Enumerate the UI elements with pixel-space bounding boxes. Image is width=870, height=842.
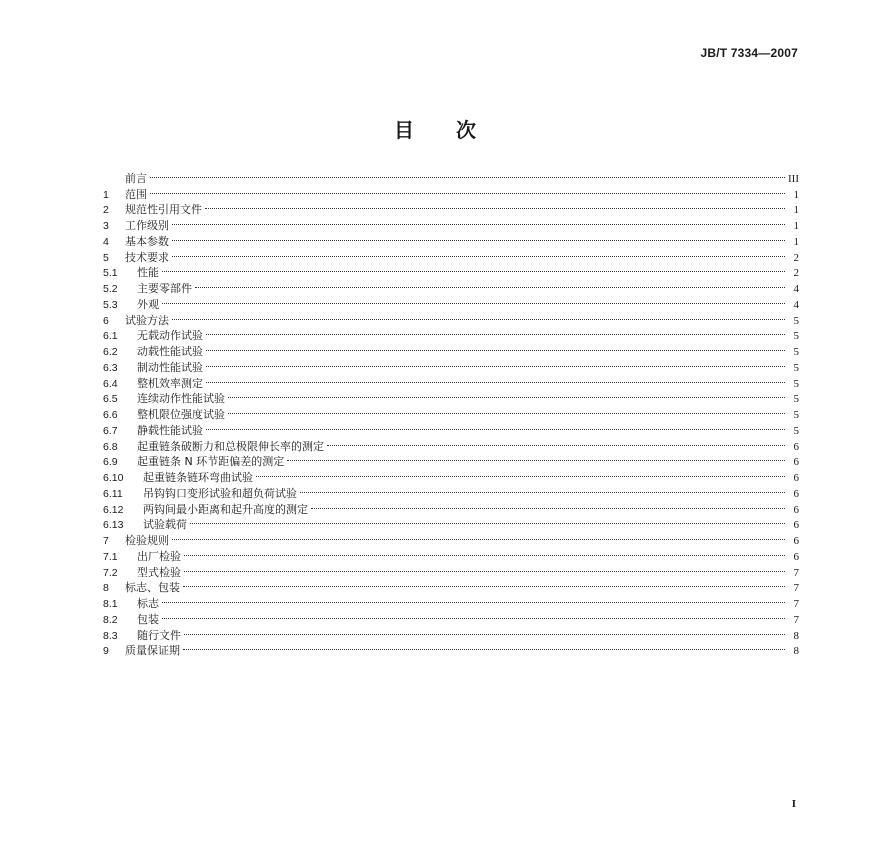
toc-entry-number: 5 — [103, 251, 109, 264]
toc-entry[interactable] — [103, 607, 799, 626]
toc-leader-dots — [326, 434, 787, 450]
toc-entry-page: 5 — [793, 314, 799, 327]
toc-entry[interactable] — [103, 324, 799, 343]
toc-entry-label: 前言 — [125, 171, 147, 185]
toc-entry[interactable] — [103, 229, 799, 248]
toc-leader-dots — [205, 339, 787, 355]
toc-entry[interactable] — [103, 576, 799, 595]
toc-entry-page: 5 — [793, 377, 799, 390]
toc-entry-number: 6.2 — [103, 346, 118, 358]
toc-entry-label: 试验方法 — [125, 313, 169, 327]
toc-leader-dots — [255, 465, 787, 481]
toc-entry-page: 4 — [793, 283, 799, 295]
toc-entry-number: 7 — [103, 535, 109, 547]
toc-entry-page: 5 — [793, 330, 799, 343]
toc-leader-dots — [299, 481, 787, 497]
toc-entry-page: 6 — [793, 487, 799, 500]
toc-entry[interactable] — [103, 292, 799, 311]
toc-entry-label: 规范性引用文件 — [125, 203, 202, 217]
toc-entry-number: 6 — [103, 314, 109, 327]
toc-entry-number: 8.3 — [103, 629, 118, 642]
toc-entry-label: 起重链条链环弯曲试验 — [143, 471, 253, 484]
toc-entry-number: 6.4 — [103, 377, 118, 390]
toc-entry-number: 5.1 — [103, 267, 118, 280]
toc-entry-page: 1 — [793, 188, 799, 201]
toc-entry-label: 制动性能试验 — [137, 360, 203, 374]
toc-entry-label: 主要零部件 — [137, 282, 192, 295]
toc-leader-dots — [161, 607, 787, 623]
toc-entry-page: 2 — [793, 251, 799, 264]
toc-entry-number: 6.3 — [103, 361, 118, 374]
toc-entry[interactable] — [103, 387, 799, 406]
toc-entry-number: 4 — [103, 235, 109, 248]
toc-leader-dots — [205, 418, 787, 434]
toc-leader-dots — [205, 355, 787, 371]
toc-entry[interactable] — [103, 308, 799, 327]
toc-leader-dots — [310, 497, 787, 513]
toc-entry-page: 6 — [793, 519, 799, 532]
toc-entry-number: 5.2 — [103, 283, 118, 295]
toc-leader-dots — [227, 387, 787, 403]
toc-entry-label: 工作级别 — [125, 219, 169, 232]
toc-leader-dots — [189, 513, 787, 529]
toc-entry-number: 7.2 — [103, 566, 118, 579]
toc-entry-label: 出厂检验 — [137, 549, 181, 563]
toc-leader-dots — [204, 198, 787, 214]
toc-entry[interactable] — [103, 245, 799, 264]
toc-entry[interactable] — [103, 544, 799, 563]
toc-entry[interactable] — [103, 355, 799, 374]
toc-entry-label: 随行文件 — [137, 628, 181, 642]
toc-entry-number: 6.5 — [103, 393, 118, 406]
toc-entry-number: 6.1 — [103, 330, 118, 343]
toc-entry-page: 6 — [793, 535, 799, 547]
toc-entry[interactable] — [103, 339, 799, 358]
toc-entry-label: 标志、包装 — [125, 581, 180, 595]
toc-entry-label: 基本参数 — [125, 234, 169, 248]
toc-entry-page: 6 — [793, 503, 799, 516]
toc-entry-label: 起重链条破断力和总极限伸长率的测定 — [137, 439, 324, 453]
toc-entry[interactable] — [103, 166, 799, 185]
toc-entry-label: 静载性能试验 — [137, 423, 203, 437]
table-of-contents — [103, 166, 799, 658]
toc-entry-label: 连续动作性能试验 — [137, 392, 225, 406]
toc-entry-label: 无载动作试验 — [137, 329, 203, 343]
toc-entry-label: 包装 — [137, 612, 159, 626]
toc-entry-label: 外观 — [137, 297, 159, 311]
toc-entry[interactable] — [103, 528, 799, 547]
toc-leader-dots — [286, 450, 787, 466]
toc-entry-label: 型式检验 — [137, 565, 181, 579]
toc-entry[interactable] — [103, 182, 799, 201]
toc-entry-page: III — [788, 172, 799, 185]
toc-entry[interactable] — [103, 261, 799, 280]
toc-entry[interactable] — [103, 198, 799, 217]
toc-leader-dots — [182, 576, 787, 592]
page-title: 目次 — [394, 118, 518, 142]
toc-entry[interactable] — [103, 418, 799, 437]
toc-entry-label: 起重链条 N 环节距偏差的测定 — [137, 455, 285, 469]
toc-leader-dots — [161, 292, 787, 308]
toc-leader-dots — [194, 276, 787, 292]
toc-entry[interactable] — [103, 434, 799, 453]
toc-leader-dots — [183, 560, 787, 576]
toc-entry-page: 6 — [793, 550, 799, 563]
toc-entry-page: 8 — [793, 645, 799, 658]
toc-entry-page: 1 — [793, 220, 799, 232]
toc-entry-label: 吊钩钩口变形试验和超负荷试验 — [143, 486, 297, 500]
toc-leader-dots — [149, 182, 787, 198]
toc-entry[interactable] — [103, 591, 799, 610]
toc-entry-page: 8 — [793, 629, 799, 642]
toc-entry[interactable] — [103, 560, 799, 579]
toc-entry-number: 8.1 — [103, 598, 118, 610]
toc-entry-label: 技术要求 — [125, 250, 169, 264]
toc-entry[interactable] — [103, 213, 799, 232]
toc-entry-page: 2 — [793, 267, 799, 280]
toc-entry-number: 6.9 — [103, 456, 118, 469]
toc-entry-number: 6.13 — [103, 519, 124, 532]
toc-entry[interactable] — [103, 513, 799, 532]
toc-entry-number: 6.12 — [103, 503, 124, 516]
toc-entry[interactable] — [103, 623, 799, 642]
toc-entry-page: 6 — [793, 456, 799, 469]
toc-entry-page: 5 — [793, 424, 799, 437]
toc-entry-page: 5 — [793, 346, 799, 358]
toc-entry-label: 检验规则 — [125, 534, 169, 547]
toc-entry-page: 7 — [793, 613, 799, 626]
toc-entry-number: 6.7 — [103, 424, 118, 437]
toc-leader-dots — [171, 308, 787, 324]
toc-leader-dots — [183, 623, 787, 639]
toc-entry-number: 5.3 — [103, 298, 118, 311]
toc-entry-number: 8 — [103, 582, 109, 595]
toc-leader-dots — [161, 261, 787, 277]
toc-entry-number: 3 — [103, 220, 109, 232]
toc-leader-dots — [205, 371, 787, 387]
toc-entry-number: 6.8 — [103, 440, 118, 453]
toc-entry-label: 质量保证期 — [125, 644, 180, 658]
toc-entry-number: 2 — [103, 204, 109, 217]
toc-entry-label: 范围 — [125, 187, 147, 201]
toc-entry-page: 7 — [793, 566, 799, 579]
toc-entry-number: 7.1 — [103, 550, 118, 563]
toc-leader-dots — [149, 166, 787, 182]
toc-leader-dots — [161, 591, 787, 607]
page-number: I — [791, 798, 796, 810]
toc-entry-number: 6.10 — [103, 472, 124, 484]
toc-entry-label: 动载性能试验 — [137, 345, 203, 358]
toc-entry-number: 6.11 — [103, 487, 123, 500]
toc-entry-page: 1 — [793, 235, 799, 248]
toc-entry-page: 5 — [793, 393, 799, 406]
toc-entry[interactable] — [103, 639, 799, 658]
toc-entry-label: 两钩间最小距离和起升高度的测定 — [143, 502, 308, 516]
toc-entry-label: 试验载荷 — [143, 518, 187, 532]
toc-leader-dots — [182, 639, 787, 655]
toc-entry-page: 6 — [793, 472, 799, 484]
toc-entry-page: 4 — [793, 298, 799, 311]
toc-entry[interactable] — [103, 371, 799, 390]
toc-entry-number: 9 — [103, 645, 109, 658]
standard-code: JB/T 7334—2007 — [700, 46, 798, 60]
toc-entry-page: 7 — [793, 598, 799, 610]
toc-entry-page: 7 — [793, 582, 799, 595]
toc-leader-dots — [171, 245, 787, 261]
toc-entry-label: 标志 — [137, 597, 159, 610]
toc-entry[interactable] — [103, 276, 799, 295]
toc-entry-page: 5 — [793, 409, 799, 421]
toc-leader-dots — [205, 324, 787, 340]
toc-entry-number: 1 — [103, 188, 109, 201]
toc-leader-dots — [227, 402, 787, 418]
toc-entry-page: 1 — [793, 204, 799, 217]
toc-leader-dots — [171, 528, 787, 544]
toc-leader-dots — [171, 229, 787, 245]
toc-entry-label: 整机效率测定 — [137, 376, 203, 390]
toc-entry-label: 整机限位强度试验 — [137, 408, 225, 421]
toc-entry-number: 8.2 — [103, 613, 118, 626]
toc-entry-label: 性能 — [137, 266, 159, 280]
toc-entry-page: 6 — [793, 440, 799, 453]
toc-entry-number: 6.6 — [103, 409, 118, 421]
toc-leader-dots — [183, 544, 787, 560]
toc-leader-dots — [171, 213, 787, 229]
toc-entry-page: 5 — [793, 361, 799, 374]
